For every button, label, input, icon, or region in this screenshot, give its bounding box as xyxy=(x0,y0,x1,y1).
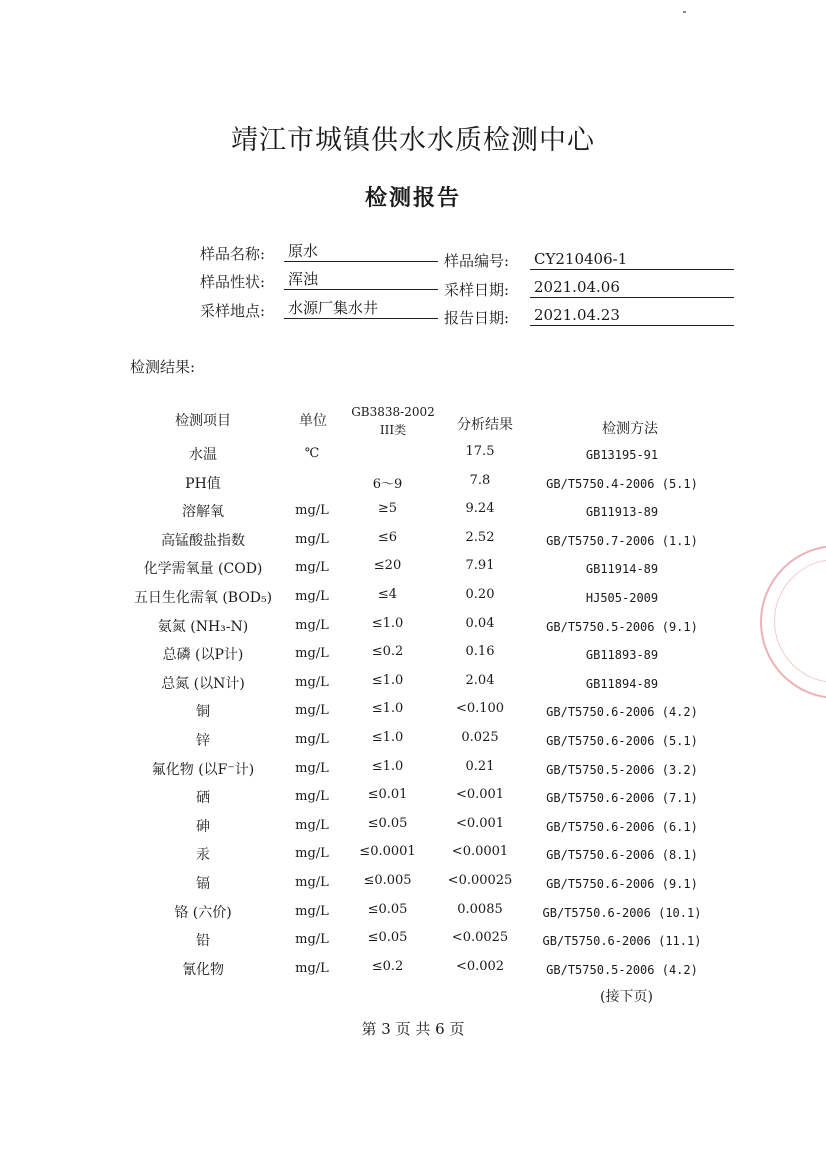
cell-unit: mg/L xyxy=(295,703,329,719)
results-label: 检测结果: xyxy=(130,358,196,376)
cell-result: 0.16 xyxy=(465,644,495,660)
cell-result: 7.8 xyxy=(469,472,491,488)
header-item: 检测项目 xyxy=(175,413,231,429)
cell-item: 砷 xyxy=(196,818,210,835)
cell-item: 溶解氧 xyxy=(182,504,224,521)
cell-method: GB/T5750.5-2006 (3.2) xyxy=(546,762,698,777)
cell-result: 9.24 xyxy=(465,501,495,517)
cell-item: 铜 xyxy=(196,704,210,721)
cell-item: 化学需氧量 (COD) xyxy=(143,561,263,578)
cell-unit: mg/L xyxy=(295,903,329,919)
cell-result: 0.0085 xyxy=(457,901,503,917)
cell-method: GB13195-91 xyxy=(585,448,659,462)
cell-result: <0.001 xyxy=(455,787,505,803)
header-method: 检测方法 xyxy=(602,421,658,437)
cell-result: <0.00025 xyxy=(447,873,513,888)
cell-standard: ≤4 xyxy=(377,587,398,602)
cell-method: GB/T5750.6-2006 (7.1) xyxy=(546,791,698,806)
sample-no-label: 样品编号: xyxy=(444,252,510,270)
report-date-label: 报告日期: xyxy=(444,309,510,327)
cell-result: <0.0001 xyxy=(451,844,509,860)
cell-method: GB11893-89 xyxy=(585,648,659,663)
cell-unit: mg/L xyxy=(295,617,329,633)
header-unit: 单位 xyxy=(299,413,327,429)
cell-item: 水温 xyxy=(189,447,217,463)
cell-unit: mg/L xyxy=(295,531,329,547)
cell-item: 氰化物 xyxy=(182,961,224,978)
cell-method: GB/T5750.6-2006 (10.1) xyxy=(542,905,702,920)
cell-unit: mg/L xyxy=(295,674,329,690)
cell-item: 氟化物 (以F⁻计) xyxy=(151,761,255,778)
cell-method: GB/T5750.6-2006 (5.1) xyxy=(546,734,698,748)
cell-method: GB/T5750.6-2006 (9.1) xyxy=(546,877,698,891)
header-standard-line2: III类 xyxy=(379,423,407,437)
cell-item: 氨氮 (NH₃-N) xyxy=(157,618,249,635)
cell-result: 2.04 xyxy=(465,672,495,688)
cell-standard: ≤0.05 xyxy=(367,930,408,946)
cell-result: 7.91 xyxy=(465,558,495,574)
cell-item: 镉 xyxy=(196,876,210,892)
report-date-value: 2021.04.23 xyxy=(530,306,734,326)
cell-standard: ≤0.2 xyxy=(371,958,404,974)
sample-name-label: 样品名称: xyxy=(200,245,266,263)
sample-name-value: 原水 xyxy=(284,242,438,262)
cell-unit: mg/L xyxy=(295,875,329,890)
sampling-site-value: 水源厂集水井 xyxy=(284,299,438,319)
seal-stamp xyxy=(760,545,826,699)
cell-standard: ≤0.005 xyxy=(363,873,412,888)
cell-unit: mg/L xyxy=(295,589,329,604)
cell-standard: ≤20 xyxy=(373,558,402,574)
cell-result: <0.100 xyxy=(455,701,505,717)
cell-item: 锌 xyxy=(196,733,210,749)
cell-unit: mg/L xyxy=(295,932,329,948)
organization-title: 靖江市城镇供水水质检测中心 xyxy=(231,125,595,156)
cell-method: GB11913-89 xyxy=(585,505,659,520)
cell-result: <0.0025 xyxy=(451,930,509,946)
cell-item: 五日生化需氧 (BOD₅) xyxy=(133,590,273,606)
cell-method: GB11894-89 xyxy=(585,676,659,691)
cell-item: PH值 xyxy=(185,475,221,492)
report-title: 检测报告 xyxy=(364,185,461,211)
header-standard-line1: GB3838-2002 xyxy=(351,405,435,419)
cell-method: GB11914-89 xyxy=(585,562,659,577)
cell-result: 2.52 xyxy=(465,529,495,545)
cell-method: GB/T5750.6-2006 (4.2) xyxy=(546,705,698,720)
cell-item: 汞 xyxy=(196,847,210,864)
cell-standard: ≤1.0 xyxy=(371,615,404,631)
cell-method: GB/T5750.6-2006 (8.1) xyxy=(546,848,698,863)
cell-standard: ≤1.0 xyxy=(371,758,404,774)
cell-unit: mg/L xyxy=(295,817,329,833)
cell-result: 17.5 xyxy=(465,444,495,459)
cell-method: HJ505-2009 xyxy=(585,591,659,605)
sampling-date-value: 2021.04.06 xyxy=(530,278,734,298)
cell-item: 硒 xyxy=(196,790,210,807)
scan-speck xyxy=(683,11,686,13)
cell-standard: ≤1.0 xyxy=(371,701,404,717)
cell-item: 总氮 (以N计) xyxy=(161,675,245,692)
cell-standard: ≤0.2 xyxy=(371,644,404,660)
cell-item: 铅 xyxy=(196,933,210,950)
cell-method: GB/T5750.5-2006 (9.1) xyxy=(546,619,698,634)
cell-unit: mg/L xyxy=(295,760,329,776)
cell-result: <0.001 xyxy=(455,815,505,831)
cell-result: 0.025 xyxy=(461,730,499,745)
cell-unit: mg/L xyxy=(295,503,329,519)
cell-standard: ≤0.05 xyxy=(367,815,408,831)
cell-standard: ≤6 xyxy=(377,529,398,545)
cell-method: GB/T5750.4-2006 (5.1) xyxy=(546,476,698,491)
sample-no-value: CY210406-1 xyxy=(530,250,734,270)
header-result: 分析结果 xyxy=(457,417,513,433)
cell-method: GB/T5750.6-2006 (6.1) xyxy=(546,819,698,834)
cell-standard: ≤1.0 xyxy=(371,672,404,688)
cell-unit: mg/L xyxy=(295,789,329,805)
cell-result: 0.21 xyxy=(465,758,495,774)
sample-state-label: 样品性状: xyxy=(200,273,266,291)
cell-standard: ≤0.05 xyxy=(367,901,408,917)
cell-item: 铬 (六价) xyxy=(174,904,232,921)
cell-standard: 6～9 xyxy=(372,476,403,492)
page-footer: 第 3 页 共 6 页 xyxy=(361,1020,465,1038)
cell-unit: mg/L xyxy=(295,846,329,862)
cell-result: 0.04 xyxy=(465,615,495,631)
cell-item: 总磷 (以P计) xyxy=(162,647,244,664)
cell-item: 高锰酸盐指数 xyxy=(161,532,245,549)
cell-result: 0.20 xyxy=(465,587,495,602)
cell-standard: ≤1.0 xyxy=(371,730,404,745)
sampling-site-label: 采样地点: xyxy=(200,302,266,320)
cell-unit: mg/L xyxy=(295,960,329,976)
cell-standard: ≤0.01 xyxy=(367,787,408,803)
cell-unit: mg/L xyxy=(295,646,329,662)
continued-note: (接下页) xyxy=(600,989,653,1005)
cell-unit: mg/L xyxy=(295,732,329,747)
cell-standard: ≥5 xyxy=(377,501,398,517)
cell-method: GB/T5750.7-2006 (1.1) xyxy=(546,533,698,548)
cell-standard: ≤0.0001 xyxy=(359,844,416,860)
cell-method: GB/T5750.5-2006 (4.2) xyxy=(546,962,698,977)
cell-result: <0.002 xyxy=(455,958,505,974)
cell-unit: ℃ xyxy=(304,446,320,461)
sampling-date-label: 采样日期: xyxy=(444,281,510,299)
cell-method: GB/T5750.6-2006 (11.1) xyxy=(542,934,702,949)
sample-state-value: 浑浊 xyxy=(284,270,438,290)
cell-unit: mg/L xyxy=(295,560,329,576)
